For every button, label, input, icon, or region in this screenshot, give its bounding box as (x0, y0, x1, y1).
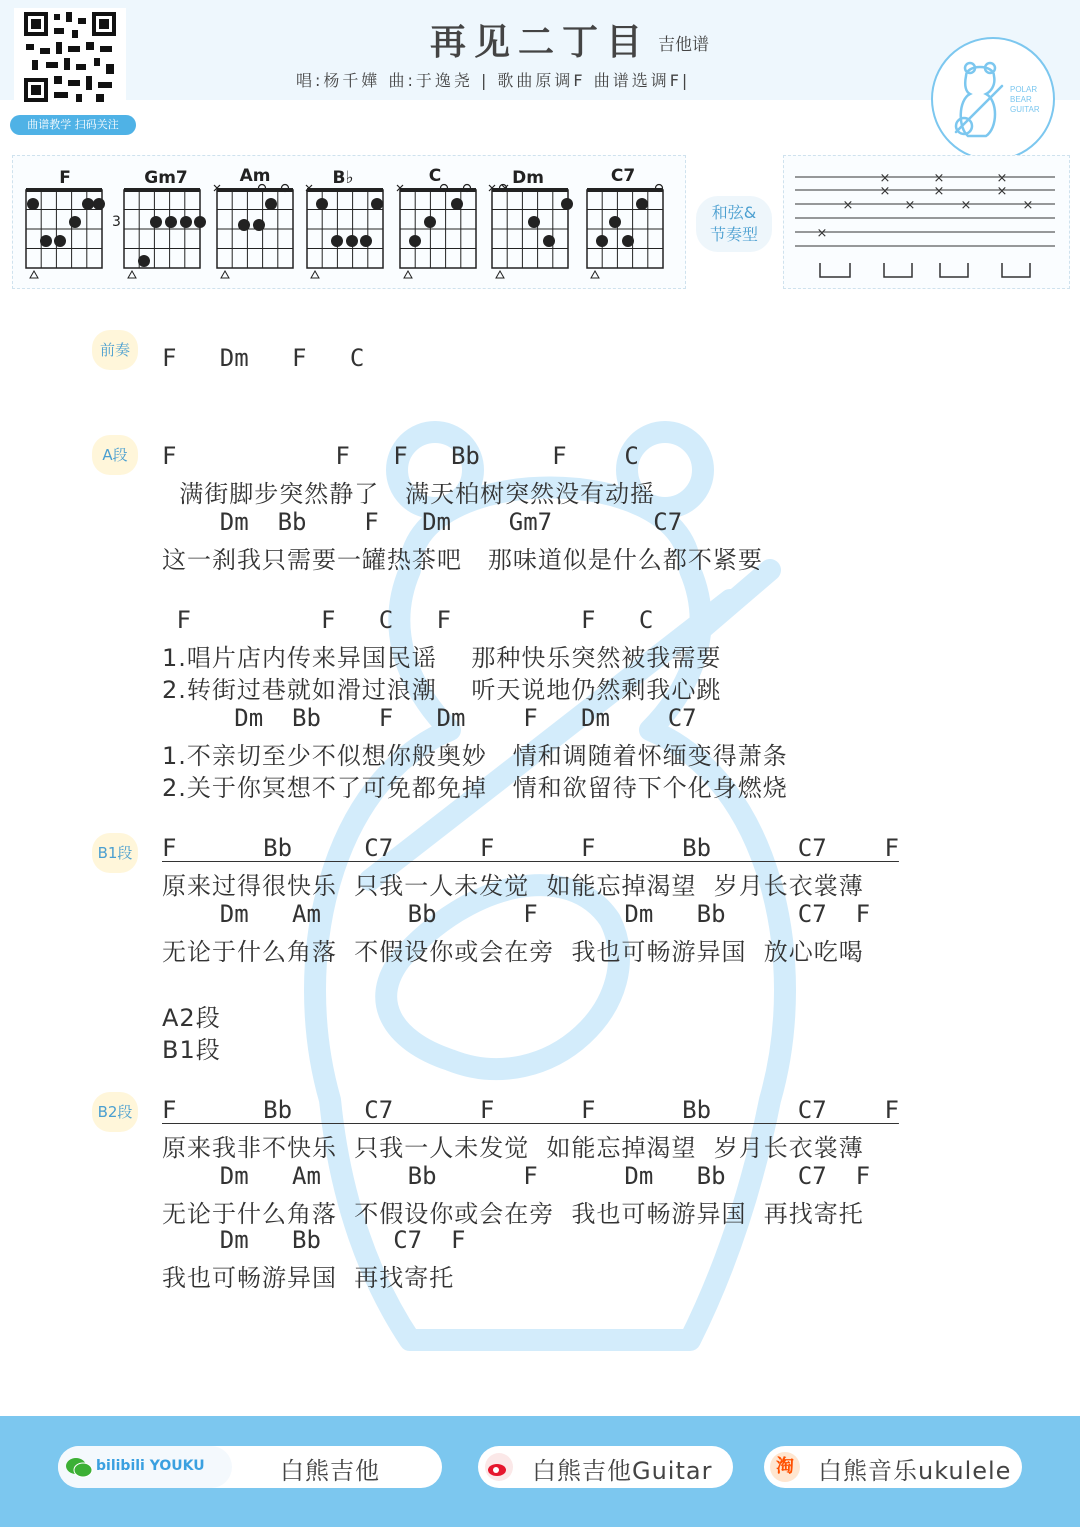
svg-text:×: × (1022, 198, 1034, 213)
chord-line: F F F Bb F C (162, 442, 639, 470)
svg-text:×: × (933, 171, 945, 186)
svg-text:×: × (904, 198, 916, 213)
svg-text:GUITAR: GUITAR (1010, 105, 1040, 114)
section-badge-b2: B2段 (92, 1092, 138, 1132)
chord-line: Dm Bb F Dm Gm7 C7 (162, 508, 683, 536)
chord-name: C7 (610, 166, 636, 186)
lyric-line: 2.转街过巷就如滑过浪潮 听天说地仍然剩我心跳 (162, 676, 722, 704)
chord-line: Dm Bb F Dm F Dm C7 (162, 704, 697, 732)
chord-line: F F C F F C (162, 606, 654, 634)
repeat-marker: A2段 (162, 1004, 221, 1032)
rhythm-pattern (790, 165, 1060, 283)
svg-text:BEAR: BEAR (1010, 95, 1032, 104)
chord-name: Am (239, 166, 271, 186)
section-badge-intro: 前奏 (92, 330, 138, 370)
section-badge-a: A段 (92, 435, 138, 475)
chord-line: Dm Am Bb F Dm Bb C7 F (162, 1162, 871, 1190)
rhythm-label (696, 196, 772, 252)
chord-name: B♭ (332, 168, 354, 188)
lyric-line: 我也可畅游异国 再找寄托 (162, 1264, 455, 1292)
lyric-line: 无论于什么角落 不假设你或会在旁 我也可畅游异国 再找寄托 (162, 1200, 864, 1228)
svg-text:×: × (996, 184, 1008, 199)
footer-name-2: 白熊吉他Guitar (532, 1457, 713, 1485)
svg-text:×: × (960, 198, 972, 213)
lyric-line: 2.关于你冥想不了可免都免掉 情和欲留待下个化身燃烧 (162, 774, 788, 802)
svg-text:POLAR: POLAR (1010, 85, 1038, 94)
svg-text:×: × (996, 171, 1008, 186)
svg-text:×: × (816, 226, 828, 241)
song-title: 再见二丁目 (429, 22, 650, 63)
repeat-marker: B1段 (162, 1036, 221, 1064)
chord-grids (12, 180, 684, 285)
chord-name: C (428, 166, 442, 186)
chord-name: Dm (512, 168, 544, 188)
svg-text:×: × (879, 171, 891, 186)
song-meta: 唱:杨千嬅 曲:于逸尧 | 歌曲原调F 曲谱选调F| (296, 71, 691, 90)
lyric-line: 1.唱片店内传来异国民谣 那种快乐突然被我需要 (162, 644, 722, 672)
intro-chords: F Dm F C (162, 344, 365, 372)
chord-name: Gm7 (144, 168, 188, 188)
title-suffix: 吉他谱 (658, 35, 709, 55)
lyric-line: 原来我非不快乐 只我一人未发觉 如能忘掉渴望 岁月长衣裳薄 (162, 1134, 864, 1162)
svg-text:×: × (842, 198, 854, 213)
chord-line: F Bb C7 F F Bb C7 F (162, 1096, 899, 1124)
qr-caption: 曲谱教学 扫码关注 (10, 115, 136, 135)
polar-bear-guitar-logo (930, 36, 1056, 162)
rhythm-label-line2: 节奏型 (709, 225, 758, 244)
chord-name: F (59, 168, 71, 188)
lyric-line: 这一刹我只需要一罐热茶吧 那味道似是什么都不紧要 (162, 546, 763, 574)
taobao-icon: 淘 (770, 1452, 800, 1482)
wechat-icon (64, 1455, 94, 1481)
lyric-line: 1.不亲切至少不似想你般奥妙 情和调随着怀缅变得萧条 (162, 742, 788, 770)
footer-name-3: 白熊音乐ukulele (818, 1457, 1012, 1485)
chord-line: F Bb C7 F F Bb C7 F (162, 834, 899, 862)
chord-line: Dm Bb C7 F (162, 1226, 466, 1254)
platform-names: bilibili YOUKU (96, 1458, 205, 1474)
lyric-line: 原来过得很快乐 只我一人未发觉 如能忘掉渴望 岁月长衣裳薄 (162, 872, 864, 900)
footer-name-1: 白熊吉他 (280, 1457, 380, 1485)
svg-text:×: × (879, 184, 891, 199)
lyric-line: 无论于什么角落 不假设你或会在旁 我也可畅游异国 放心吃喝 (162, 938, 864, 966)
rhythm-label-line1: 和弦& (711, 203, 757, 222)
svg-text:3: 3 (112, 214, 121, 230)
lyric-line: 满街脚步突然静了 满天柏树突然没有动摇 (162, 480, 656, 508)
chord-line: Dm Am Bb F Dm Bb C7 F (162, 900, 871, 928)
weibo-icon (484, 1453, 514, 1481)
section-badge-b1: B1段 (92, 833, 138, 873)
svg-text:×: × (933, 184, 945, 199)
